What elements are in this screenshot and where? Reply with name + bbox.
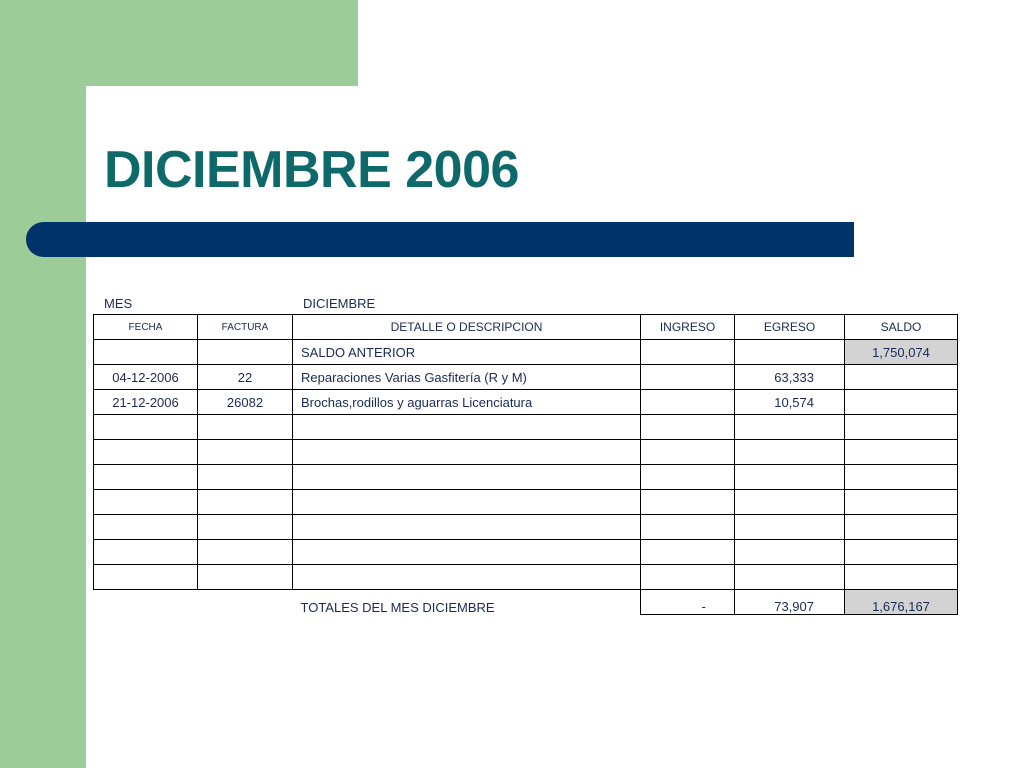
- cell-empty: [293, 440, 641, 465]
- cell-fecha: 04-12-2006: [94, 365, 198, 390]
- table-header-row: [94, 315, 958, 340]
- totals-saldo: 1,676,167: [845, 590, 958, 615]
- table-row-empty: [94, 465, 958, 490]
- table-row-empty: [94, 515, 958, 540]
- cell-empty: [94, 590, 198, 615]
- cell-empty: [198, 590, 293, 615]
- cell-empty: [845, 515, 958, 540]
- cell-empty: [641, 415, 735, 440]
- cell-empty: [641, 515, 735, 540]
- cell-egreso: 10,574: [735, 390, 845, 415]
- cell-empty: [735, 440, 845, 465]
- cell-empty: [641, 465, 735, 490]
- table-row-empty: [94, 440, 958, 465]
- cell-empty: [641, 440, 735, 465]
- top-green-block: [0, 0, 358, 86]
- cell-ingreso: [641, 365, 735, 390]
- cell-empty: [735, 565, 845, 590]
- cell-empty: [641, 565, 735, 590]
- header-saldo: SALDO: [845, 315, 958, 340]
- cell-empty: [94, 465, 198, 490]
- cell-saldo: [845, 390, 958, 415]
- cell-detalle: Brochas,rodillos y aguarras Licenciatura: [293, 390, 641, 415]
- totals-label: TOTALES DEL MES DICIEMBRE: [293, 590, 641, 615]
- cell-detalle: SALDO ANTERIOR: [293, 340, 641, 365]
- cell-factura: 22: [198, 365, 293, 390]
- header-detalle: DETALLE O DESCRIPCION: [293, 315, 641, 340]
- cell-empty: [198, 465, 293, 490]
- cell-empty: [293, 415, 641, 440]
- table-row-totals: [94, 590, 958, 615]
- cell-empty: [845, 440, 958, 465]
- cell-saldo: 1,750,074: [845, 340, 958, 365]
- cell-empty: [198, 490, 293, 515]
- cell-empty: [94, 540, 198, 565]
- cell-empty: [293, 515, 641, 540]
- table-row-empty: [94, 490, 958, 515]
- table-row: [94, 365, 958, 390]
- cell-empty: [198, 415, 293, 440]
- cell-empty: [845, 565, 958, 590]
- cell-empty: [94, 415, 198, 440]
- cell-factura: 26082: [198, 390, 293, 415]
- header-ingreso: INGRESO: [641, 315, 735, 340]
- cell-empty: [735, 490, 845, 515]
- title-divider-bar: [26, 222, 854, 257]
- cell-fecha: 21-12-2006: [94, 390, 198, 415]
- cell-empty: [641, 490, 735, 515]
- cell-ingreso: [641, 390, 735, 415]
- totals-egreso: 73,907: [735, 590, 845, 615]
- cell-empty: [293, 490, 641, 515]
- cell-empty: [293, 465, 641, 490]
- cell-factura: [198, 340, 293, 365]
- table-row-empty: [94, 565, 958, 590]
- left-green-band: [0, 0, 86, 768]
- cell-empty: [198, 540, 293, 565]
- cell-egreso: [735, 340, 845, 365]
- ledger-table: [93, 314, 958, 615]
- table-row-empty: [94, 540, 958, 565]
- cell-empty: [735, 540, 845, 565]
- slide-title: DICIEMBRE 2006: [104, 141, 519, 199]
- cell-fecha: [94, 340, 198, 365]
- cell-detalle: Reparaciones Varias Gasfitería (R y M): [293, 365, 641, 390]
- table-row-saldo-anterior: [94, 340, 958, 365]
- cell-empty: [198, 440, 293, 465]
- cell-empty: [735, 465, 845, 490]
- cell-empty: [94, 565, 198, 590]
- cell-empty: [293, 540, 641, 565]
- cell-empty: [198, 515, 293, 540]
- cell-ingreso: [641, 340, 735, 365]
- header-factura: FACTURA: [198, 315, 293, 340]
- cell-empty: [845, 540, 958, 565]
- cell-empty: [845, 415, 958, 440]
- cell-empty: [293, 565, 641, 590]
- table-row-empty: [94, 415, 958, 440]
- header-fecha: FECHA: [94, 315, 198, 340]
- cell-empty: [641, 540, 735, 565]
- header-egreso: EGRESO: [735, 315, 845, 340]
- cell-empty: [94, 490, 198, 515]
- cell-empty: [845, 465, 958, 490]
- rounded-corner: [86, 86, 146, 146]
- cell-empty: [94, 515, 198, 540]
- mes-label: MES: [104, 296, 133, 311]
- cell-egreso: 63,333: [735, 365, 845, 390]
- cell-saldo: [845, 365, 958, 390]
- cell-empty: [198, 565, 293, 590]
- cell-empty: [735, 515, 845, 540]
- totals-ingreso: -: [641, 590, 735, 615]
- cell-empty: [735, 415, 845, 440]
- cell-empty: [94, 440, 198, 465]
- cell-empty: [845, 490, 958, 515]
- table-row: [94, 390, 958, 415]
- mes-value: DICIEMBRE: [303, 296, 376, 311]
